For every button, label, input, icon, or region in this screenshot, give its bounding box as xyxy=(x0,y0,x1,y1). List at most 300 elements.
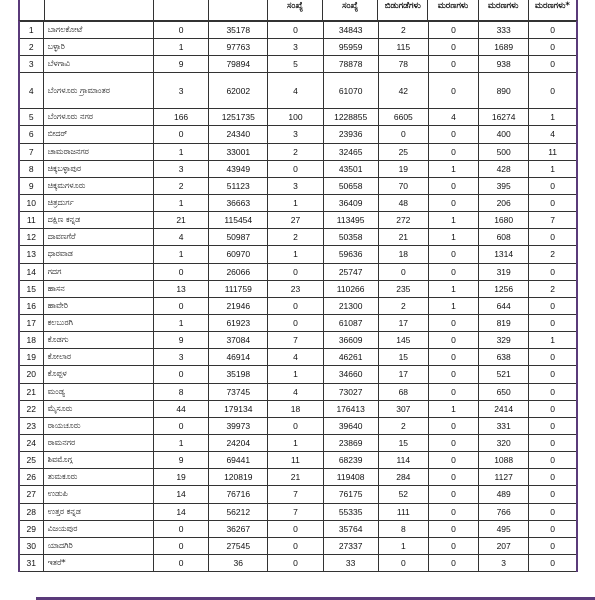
table-row xyxy=(19,520,577,537)
serial-cell: 29 xyxy=(19,520,43,537)
serial-cell: 22 xyxy=(19,400,43,417)
value-cell: 1251735 xyxy=(209,109,268,126)
value-cell: 1314 xyxy=(479,246,529,263)
value-cell: 0 xyxy=(529,503,577,520)
value-cell: 42 xyxy=(378,73,428,109)
value-cell: 9 xyxy=(153,56,208,73)
value-cell: 890 xyxy=(479,73,529,109)
value-cell: 43501 xyxy=(323,160,378,177)
table-row xyxy=(19,434,577,451)
value-cell: 21300 xyxy=(323,297,378,314)
value-cell: 1088 xyxy=(479,452,529,469)
table-row xyxy=(19,452,577,469)
value-cell: 60970 xyxy=(209,246,268,263)
value-cell: 0 xyxy=(428,246,478,263)
value-cell: 62002 xyxy=(209,73,268,109)
district-cell: ಶಿವಮೊಗ್ಗ xyxy=(43,452,153,469)
value-cell: 36267 xyxy=(209,520,268,537)
value-cell: 4 xyxy=(529,126,577,143)
serial-cell: 7 xyxy=(19,143,43,160)
value-cell: 4 xyxy=(268,73,323,109)
value-cell: 19 xyxy=(378,160,428,177)
value-cell: 39973 xyxy=(209,417,268,434)
value-cell: 7 xyxy=(268,486,323,503)
value-cell: 1228855 xyxy=(323,109,378,126)
value-cell: 34660 xyxy=(323,366,378,383)
serial-cell: 16 xyxy=(19,297,43,314)
value-cell: 0 xyxy=(428,486,478,503)
district-cell: ಕಲಬುರಗಿ xyxy=(43,314,153,331)
value-cell: 1 xyxy=(378,537,428,554)
value-cell: 145 xyxy=(378,332,428,349)
value-cell: 1 xyxy=(529,160,577,177)
table-row xyxy=(19,126,577,143)
header-cell: ಸಂಖ್ಯೆ xyxy=(323,0,378,20)
value-cell: 320 xyxy=(479,434,529,451)
value-cell: 35764 xyxy=(323,520,378,537)
district-cell: ವಿಜಯಪುರ xyxy=(43,520,153,537)
value-cell: 36663 xyxy=(209,194,268,211)
value-cell: 50987 xyxy=(209,229,268,246)
value-cell: 500 xyxy=(479,143,529,160)
district-cell: ಮೈಸೂರು xyxy=(43,400,153,417)
value-cell: 34843 xyxy=(323,22,378,39)
value-cell: 3 xyxy=(153,73,208,109)
value-cell: 51123 xyxy=(209,177,268,194)
value-cell: 0 xyxy=(153,537,208,554)
value-cell: 76175 xyxy=(323,486,378,503)
value-cell: 0 xyxy=(153,126,208,143)
district-cell: ಧಾರವಾಡ xyxy=(43,246,153,263)
value-cell: 4 xyxy=(268,383,323,400)
value-cell: 766 xyxy=(479,503,529,520)
table-row xyxy=(19,314,577,331)
value-cell: 0 xyxy=(529,73,577,109)
serial-cell: 14 xyxy=(19,263,43,280)
value-cell: 4 xyxy=(153,229,208,246)
value-cell: 2 xyxy=(529,246,577,263)
value-cell: 110266 xyxy=(323,280,378,297)
value-cell: 207 xyxy=(479,537,529,554)
value-cell: 3 xyxy=(268,39,323,56)
value-cell: 819 xyxy=(479,314,529,331)
value-cell: 52 xyxy=(378,486,428,503)
value-cell: 0 xyxy=(428,434,478,451)
value-cell: 0 xyxy=(529,383,577,400)
value-cell: 638 xyxy=(479,349,529,366)
serial-cell: 30 xyxy=(19,537,43,554)
value-cell: 2 xyxy=(378,297,428,314)
value-cell: 46914 xyxy=(209,349,268,366)
value-cell: 115454 xyxy=(209,212,268,229)
serial-cell: 6 xyxy=(19,126,43,143)
value-cell: 61070 xyxy=(323,73,378,109)
district-cell: ಬೆಂಗಳೂರು ಗ್ರಾಮಾಂತರ xyxy=(43,73,153,109)
value-cell: 43949 xyxy=(209,160,268,177)
value-cell: 0 xyxy=(268,263,323,280)
value-cell: 1680 xyxy=(479,212,529,229)
value-cell: 9 xyxy=(153,452,208,469)
table-row xyxy=(19,349,577,366)
value-cell: 1 xyxy=(428,280,478,297)
value-cell: 18 xyxy=(378,246,428,263)
serial-cell: 20 xyxy=(19,366,43,383)
district-cell: ಬೆಳಗಾವಿ xyxy=(43,56,153,73)
value-cell: 68239 xyxy=(323,452,378,469)
value-cell: 27 xyxy=(268,212,323,229)
value-cell: 1 xyxy=(268,194,323,211)
value-cell: 0 xyxy=(268,160,323,177)
value-cell: 650 xyxy=(479,383,529,400)
value-cell: 0 xyxy=(378,554,428,571)
district-cell: ಹಾವೇರಿ xyxy=(43,297,153,314)
value-cell: 15 xyxy=(378,349,428,366)
table-row xyxy=(19,263,577,280)
value-cell: 0 xyxy=(428,554,478,571)
serial-cell: 27 xyxy=(19,486,43,503)
table-row xyxy=(19,366,577,383)
value-cell: 7 xyxy=(268,503,323,520)
table-body xyxy=(19,22,577,572)
value-cell: 1 xyxy=(529,332,577,349)
value-cell: 97763 xyxy=(209,39,268,56)
value-cell: 33 xyxy=(323,554,378,571)
value-cell: 521 xyxy=(479,366,529,383)
value-cell: 15 xyxy=(378,434,428,451)
district-cell: ತುಮಕೂರು xyxy=(43,469,153,486)
value-cell: 0 xyxy=(378,126,428,143)
value-cell: 1 xyxy=(153,194,208,211)
value-cell: 59636 xyxy=(323,246,378,263)
value-cell: 307 xyxy=(378,400,428,417)
header-cell: ಮರಣಗಳು* xyxy=(534,1,570,11)
value-cell: 329 xyxy=(479,332,529,349)
value-cell: 36 xyxy=(209,554,268,571)
value-cell: 111759 xyxy=(209,280,268,297)
district-cell: ಚಾಮರಾಜನಗರ xyxy=(43,143,153,160)
value-cell: 3 xyxy=(479,554,529,571)
value-cell: 37084 xyxy=(209,332,268,349)
district-cell: ಬಳ್ಳಾರಿ xyxy=(43,39,153,56)
value-cell: 1 xyxy=(268,366,323,383)
value-cell: 0 xyxy=(529,56,577,73)
value-cell: 0 xyxy=(529,229,577,246)
value-cell: 608 xyxy=(479,229,529,246)
value-cell: 1 xyxy=(428,160,478,177)
value-cell: 79894 xyxy=(209,56,268,73)
value-cell: 2 xyxy=(268,229,323,246)
value-cell: 0 xyxy=(428,56,478,73)
value-cell: 0 xyxy=(529,537,577,554)
district-cell: ಹಾಸನ xyxy=(43,280,153,297)
value-cell: 0 xyxy=(268,22,323,39)
value-cell: 0 xyxy=(529,452,577,469)
value-cell: 24204 xyxy=(209,434,268,451)
value-cell: 644 xyxy=(479,297,529,314)
value-cell: 0 xyxy=(153,22,208,39)
table-row xyxy=(19,486,577,503)
table-row xyxy=(19,469,577,486)
value-cell: 13 xyxy=(153,280,208,297)
value-cell: 0 xyxy=(428,520,478,537)
value-cell: 69441 xyxy=(209,452,268,469)
header-cell: ಮರಣಗಳು xyxy=(479,0,529,20)
value-cell: 100 xyxy=(268,109,323,126)
serial-cell: 26 xyxy=(19,469,43,486)
value-cell: 23 xyxy=(268,280,323,297)
value-cell: 0 xyxy=(428,177,478,194)
table-row xyxy=(19,280,577,297)
value-cell: 1 xyxy=(268,434,323,451)
value-cell: 0 xyxy=(378,263,428,280)
value-cell: 3 xyxy=(268,177,323,194)
table-row xyxy=(19,246,577,263)
value-cell: 4 xyxy=(428,109,478,126)
value-cell: 0 xyxy=(428,349,478,366)
value-cell: 176413 xyxy=(323,400,378,417)
serial-cell: 28 xyxy=(19,503,43,520)
value-cell: 0 xyxy=(428,22,478,39)
value-cell: 35198 xyxy=(209,366,268,383)
value-cell: 18 xyxy=(268,400,323,417)
district-cell: ಉತ್ತರ ಕನ್ನಡ xyxy=(43,503,153,520)
value-cell: 95959 xyxy=(323,39,378,56)
value-cell: 50358 xyxy=(323,229,378,246)
value-cell: 0 xyxy=(428,366,478,383)
serial-cell: 13 xyxy=(19,246,43,263)
table-row xyxy=(19,109,577,126)
value-cell: 27545 xyxy=(209,537,268,554)
value-cell: 0 xyxy=(428,417,478,434)
value-cell: 111 xyxy=(378,503,428,520)
value-cell: 25 xyxy=(378,143,428,160)
table-row xyxy=(19,297,577,314)
table-row xyxy=(19,143,577,160)
value-cell: 11 xyxy=(529,143,577,160)
value-cell: 73745 xyxy=(209,383,268,400)
value-cell: 7 xyxy=(529,212,577,229)
value-cell: 0 xyxy=(529,39,577,56)
table-row xyxy=(19,383,577,400)
value-cell: 0 xyxy=(268,537,323,554)
header-cell: ಮರಣಗಳು xyxy=(428,0,478,20)
value-cell: 11 xyxy=(268,452,323,469)
value-cell: 0 xyxy=(153,263,208,280)
value-cell: 1 xyxy=(153,246,208,263)
value-cell: 489 xyxy=(479,486,529,503)
value-cell: 0 xyxy=(529,177,577,194)
value-cell: 0 xyxy=(428,452,478,469)
value-cell: 2 xyxy=(378,22,428,39)
value-cell: 115 xyxy=(378,39,428,56)
value-cell: 36409 xyxy=(323,194,378,211)
value-cell: 0 xyxy=(529,349,577,366)
serial-cell: 24 xyxy=(19,434,43,451)
value-cell: 8 xyxy=(378,520,428,537)
value-cell: 17 xyxy=(378,314,428,331)
district-cell: ಗದಗ xyxy=(43,263,153,280)
value-cell: 23869 xyxy=(323,434,378,451)
value-cell: 2414 xyxy=(479,400,529,417)
value-cell: 0 xyxy=(428,263,478,280)
value-cell: 400 xyxy=(479,126,529,143)
table-row xyxy=(19,22,577,39)
value-cell: 319 xyxy=(479,263,529,280)
value-cell: 2 xyxy=(529,280,577,297)
table-row xyxy=(19,160,577,177)
value-cell: 0 xyxy=(153,520,208,537)
table-row xyxy=(19,503,577,520)
table-row xyxy=(19,400,577,417)
value-cell: 1 xyxy=(529,109,577,126)
table-row xyxy=(19,537,577,554)
value-cell: 0 xyxy=(428,314,478,331)
table-row xyxy=(19,56,577,73)
value-cell: 61087 xyxy=(323,314,378,331)
serial-cell: 4 xyxy=(19,73,43,109)
value-cell: 428 xyxy=(479,160,529,177)
value-cell: 0 xyxy=(268,297,323,314)
district-cell: ರಾಯಚೂರು xyxy=(43,417,153,434)
value-cell: 1 xyxy=(153,314,208,331)
value-cell: 0 xyxy=(268,554,323,571)
district-table xyxy=(18,0,578,572)
value-cell: 1 xyxy=(428,212,478,229)
value-cell: 0 xyxy=(428,73,478,109)
value-cell: 2 xyxy=(153,177,208,194)
district-cell: ಬೆಂಗಳೂರು ನಗರ xyxy=(43,109,153,126)
value-cell: 0 xyxy=(529,194,577,211)
district-cell: ಕೋಲಾರ xyxy=(43,349,153,366)
serial-cell: 25 xyxy=(19,452,43,469)
serial-cell: 15 xyxy=(19,280,43,297)
table-row xyxy=(19,229,577,246)
table-row xyxy=(19,332,577,349)
value-cell: 19 xyxy=(153,469,208,486)
value-cell: 61923 xyxy=(209,314,268,331)
value-cell: 25747 xyxy=(323,263,378,280)
value-cell: 272 xyxy=(378,212,428,229)
value-cell: 1 xyxy=(428,297,478,314)
value-cell: 55335 xyxy=(323,503,378,520)
district-cell: ಕೊಪ್ಪಳ xyxy=(43,366,153,383)
value-cell: 14 xyxy=(153,503,208,520)
value-cell: 21 xyxy=(153,212,208,229)
value-cell: 0 xyxy=(529,263,577,280)
value-cell: 1 xyxy=(153,143,208,160)
value-cell: 44 xyxy=(153,400,208,417)
value-cell: 0 xyxy=(428,143,478,160)
table-row xyxy=(19,177,577,194)
value-cell: 0 xyxy=(153,554,208,571)
value-cell: 0 xyxy=(529,469,577,486)
serial-cell: 23 xyxy=(19,417,43,434)
serial-cell: 21 xyxy=(19,383,43,400)
district-cell: ಚಿಕ್ಕಮಗಳೂರು xyxy=(43,177,153,194)
table-row xyxy=(19,417,577,434)
value-cell: 26066 xyxy=(209,263,268,280)
serial-cell: 19 xyxy=(19,349,43,366)
header-cell: ಬಿಡುಗಡೆಗಳು xyxy=(378,0,428,20)
value-cell: 24340 xyxy=(209,126,268,143)
value-cell: 1256 xyxy=(479,280,529,297)
serial-cell: 9 xyxy=(19,177,43,194)
serial-cell: 18 xyxy=(19,332,43,349)
header-cell xyxy=(209,0,268,20)
serial-cell: 5 xyxy=(19,109,43,126)
value-cell: 23936 xyxy=(323,126,378,143)
value-cell: 8 xyxy=(153,383,208,400)
value-cell: 36609 xyxy=(323,332,378,349)
header-cell xyxy=(45,0,154,20)
district-cell: ಮಂಡ್ಯ xyxy=(43,383,153,400)
value-cell: 3 xyxy=(268,126,323,143)
value-cell: 235 xyxy=(378,280,428,297)
value-cell: 495 xyxy=(479,520,529,537)
value-cell: 0 xyxy=(428,39,478,56)
value-cell: 1 xyxy=(428,400,478,417)
value-cell: 1 xyxy=(428,229,478,246)
value-cell: 119408 xyxy=(323,469,378,486)
value-cell: 3 xyxy=(153,160,208,177)
district-cell: ರಾಮನಗರ xyxy=(43,434,153,451)
value-cell: 0 xyxy=(428,537,478,554)
value-cell: 2 xyxy=(378,417,428,434)
district-cell: ಬೀದರ್ xyxy=(43,126,153,143)
value-cell: 76716 xyxy=(209,486,268,503)
value-cell: 0 xyxy=(529,434,577,451)
value-cell: 78878 xyxy=(323,56,378,73)
value-cell: 7 xyxy=(268,332,323,349)
value-cell: 0 xyxy=(529,366,577,383)
value-cell: 0 xyxy=(529,297,577,314)
header-cell: ಸಂಖ್ಯೆ xyxy=(268,0,323,20)
serial-cell: 8 xyxy=(19,160,43,177)
district-cell: ಬಾಗಲಕೋಟೆ xyxy=(43,22,153,39)
table-row xyxy=(19,554,577,571)
value-cell: 938 xyxy=(479,56,529,73)
value-cell: 1127 xyxy=(479,469,529,486)
serial-cell: 2 xyxy=(19,39,43,56)
district-cell: ಚಿತ್ರದುರ್ಗ xyxy=(43,194,153,211)
value-cell: 6605 xyxy=(378,109,428,126)
value-cell: 3 xyxy=(153,349,208,366)
serial-cell: 10 xyxy=(19,194,43,211)
value-cell: 0 xyxy=(428,383,478,400)
value-cell: 0 xyxy=(153,297,208,314)
value-cell: 21946 xyxy=(209,297,268,314)
district-cell: ದಾವಣಗೆರೆ xyxy=(43,229,153,246)
serial-cell: 1 xyxy=(19,22,43,39)
district-cell: ಉಡುಪಿ xyxy=(43,486,153,503)
serial-cell: 12 xyxy=(19,229,43,246)
serial-cell: 11 xyxy=(19,212,43,229)
value-cell: 0 xyxy=(529,400,577,417)
value-cell: 17 xyxy=(378,366,428,383)
table-row xyxy=(19,194,577,211)
value-cell: 35178 xyxy=(209,22,268,39)
value-cell: 1 xyxy=(153,434,208,451)
value-cell: 56212 xyxy=(209,503,268,520)
value-cell: 0 xyxy=(529,417,577,434)
serial-cell: 3 xyxy=(19,56,43,73)
table-row xyxy=(19,212,577,229)
value-cell: 0 xyxy=(268,520,323,537)
value-cell: 0 xyxy=(529,520,577,537)
value-cell: 0 xyxy=(529,22,577,39)
value-cell: 39640 xyxy=(323,417,378,434)
table-row xyxy=(19,39,577,56)
